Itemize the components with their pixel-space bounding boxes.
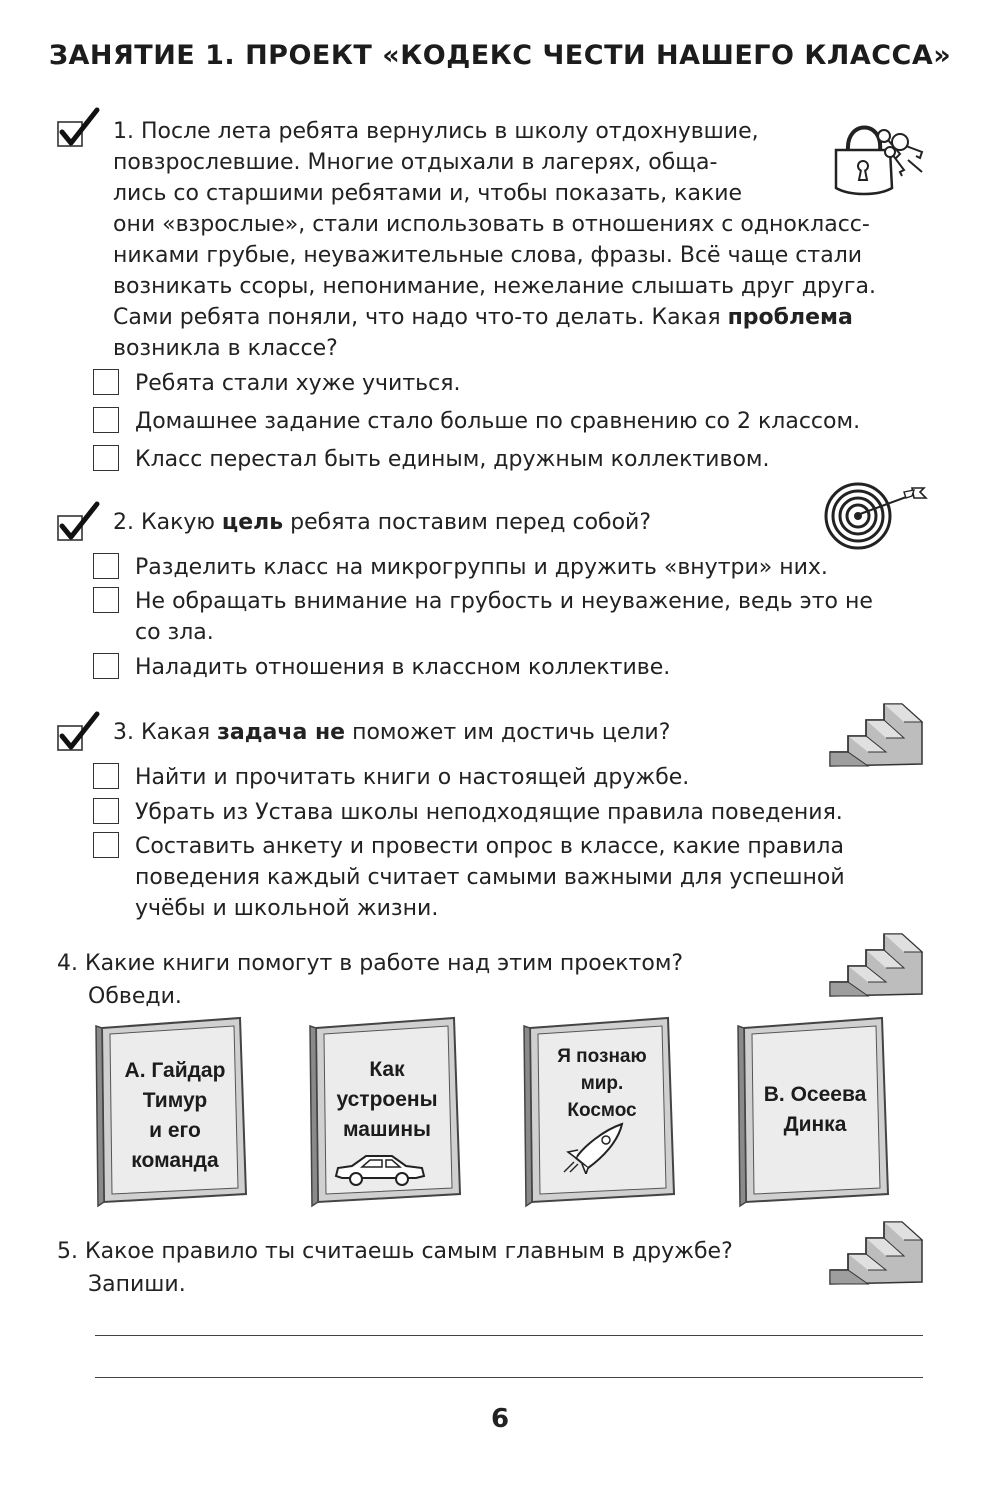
q3-text-post: поможет им достичь цели? [345,720,671,745]
q1-line-8: возникла в классе? [113,336,338,361]
stairs-icon [828,1218,926,1286]
book-1-line-3: и его [149,1119,201,1142]
q1-option-1-checkbox[interactable] [93,369,119,395]
q3-option-3-line-3: учёбы и школьной жизни. [135,896,439,921]
q3-keyword-task: задача не [217,720,346,745]
book-1-title [100,1056,250,1176]
q2-option-2-line-2: со зла. [135,620,214,645]
q2-text-post: ребята поставим перед собой? [283,510,652,535]
book-2-line-2: устроены [336,1088,438,1111]
answer-line-2[interactable] [95,1377,923,1378]
q1-line-6: возникать ссоры, непонимание, нежелание слышать друг друга. [113,274,876,299]
padlock-keys-icon [828,110,928,198]
q1-line-3: лись со старшими ребятами и, чтобы показать, какие [113,181,743,206]
book-1-line-1: А. Гайдар [124,1059,226,1082]
q1-option-3: Класс перестал быть единым, дружным коллективом. [135,447,770,472]
q5-line-1: 5. Какое правило ты считаешь самым главным в дружбе? [57,1239,733,1264]
stairs-icon [828,930,926,998]
book-3-line-1: Я познаю [557,1046,647,1067]
page-title: ЗАНЯТИЕ 1. ПРОЕКТ «КОДЕКС ЧЕСТИ НАШЕГО КЛАССА» [48,40,952,71]
q2-option-2-line-1: Не обращать внимание на грубость и неуважение, ведь это не [135,589,873,614]
q2-text-pre: 2. Какую [113,510,222,535]
q1-line-4: они «взрослые», стали использовать в отношениях с однокласс- [113,212,870,237]
book-3-line-3: Космос [567,1100,637,1121]
stairs-icon [828,700,926,768]
book-4-line-1: В. Осеева [763,1083,867,1106]
q3-option-2-checkbox[interactable] [93,798,119,824]
book-1-line-4: команда [131,1149,219,1172]
q1-option-3-checkbox[interactable] [93,445,119,471]
book-2-line-1: Как [369,1058,405,1081]
q2-option-1: Разделить класс на микрогруппы и дружить «внутри» них. [135,555,828,580]
q2-keyword-goal: цель [221,510,284,535]
q2-option-2-checkbox[interactable] [93,587,119,613]
book-4-line-2: Динка [783,1113,847,1136]
rocket-icon [560,1118,630,1174]
q1-line-7-text: Сами ребята поняли, что надо что-то делать. Какая [113,305,728,330]
q1-keyword-problem: проблема [727,305,853,330]
q3-option-1: Найти и прочитать книги о настоящей дружбе. [135,765,690,790]
book-4-title [740,1080,890,1140]
q3-option-2: Убрать из Устава школы неподходящие правила поведения. [135,800,843,825]
q3-text-pre: 3. Какая [113,720,218,745]
q4-line-1: 4. Какие книги помогут в работе над этим проектом? [57,951,684,976]
checkmark-icon [55,106,101,148]
q3-option-3-checkbox[interactable] [93,832,119,858]
q2-option-3-checkbox[interactable] [93,653,119,679]
answer-line-1[interactable] [95,1335,923,1336]
q1-option-2: Домашнее задание стало больше по сравнению со 2 классом. [135,409,861,434]
q4-line-2: Обведи. [88,984,182,1009]
q3-option-3-line-1: Составить анкету и провести опрос в классе, какие правила [135,834,844,859]
book-3-line-2: мир. [580,1073,624,1094]
book-3-title [528,1043,676,1124]
target-arrow-icon [820,478,930,550]
question-3 [113,717,670,748]
q2-option-3: Наладить отношения в классном коллективе. [135,655,671,680]
q1-line-5: никами грубые, неуважительные слова, фразы. Всё чаще стали [113,243,863,268]
book-1-line-2: Тимур [142,1089,208,1112]
page-number: 6 [490,1404,510,1434]
checkmark-icon [55,710,101,752]
question-2 [113,507,651,538]
book-2-line-3: машины [343,1118,431,1141]
q3-option-3-line-2: поведения каждый считает самыми важными для успешной [135,865,845,890]
q2-option-1-checkbox[interactable] [93,553,119,579]
book-2-title [312,1055,462,1145]
q1-line-2: повзрослевшие. Многие отдыхали в лагерях, обща- [113,150,718,175]
checkmark-icon [55,500,101,542]
q1-option-2-checkbox[interactable] [93,407,119,433]
q1-line-7 [113,302,925,333]
q1-line-1: 1. После лета ребята вернулись в школу отдохнувшие, [113,119,759,144]
q5-line-2: Запиши. [88,1272,186,1297]
q3-option-1-checkbox[interactable] [93,763,119,789]
car-icon [332,1150,428,1190]
q1-option-1: Ребята стали хуже учиться. [135,371,461,396]
